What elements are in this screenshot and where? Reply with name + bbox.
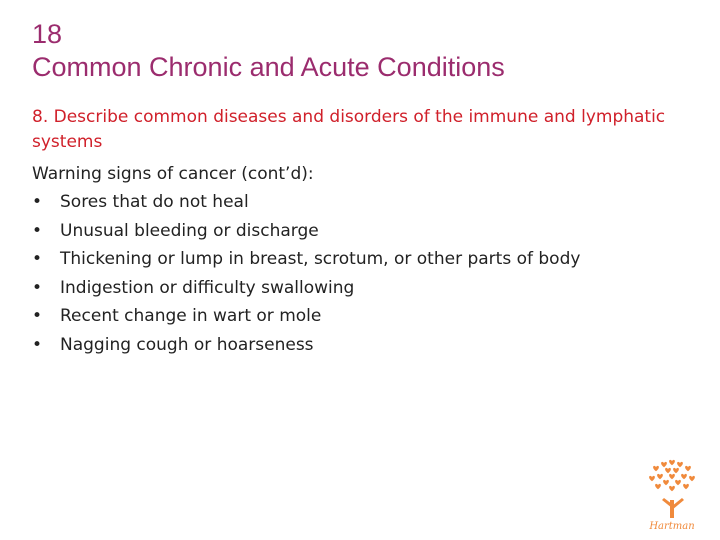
heart-icon [661, 462, 667, 467]
bullet-text: Sores that do not heal [60, 192, 249, 212]
bullet-text: Recent change in wart or mole [60, 306, 322, 327]
bullet-icon: • [32, 220, 43, 241]
bullet-icon: • [32, 277, 43, 298]
hartman-logo [636, 456, 708, 532]
heart-icon [649, 476, 655, 481]
list-item [32, 331, 712, 360]
heart-icon [653, 466, 659, 471]
heart-icon [669, 486, 675, 491]
heart-icon [683, 484, 689, 489]
bullet-icon: • [32, 192, 43, 212]
bullet-icon: • [32, 334, 43, 355]
heart-icon [673, 468, 679, 473]
list-item [32, 245, 712, 274]
list-item [32, 188, 712, 217]
logo-text: Hartman [649, 521, 695, 532]
chapter-number: 18 [32, 19, 63, 49]
heart-icon [681, 474, 687, 479]
bullet-text: Nagging cough or hoarseness [60, 334, 314, 355]
bullet-icon: • [32, 249, 43, 270]
bullet-text: Unusual bleeding or discharge [60, 220, 319, 241]
heart-icon [665, 468, 671, 473]
bullet-icon: • [32, 306, 43, 327]
heart-icon [669, 460, 675, 465]
bullet-text: Thickening or lump in breast, scrotum, or other parts of body [60, 249, 581, 270]
heart-icon [677, 462, 683, 467]
list-item [32, 217, 712, 246]
heart-icon [657, 474, 663, 479]
heart-icon [689, 476, 695, 481]
heart-icon [655, 484, 661, 489]
heart-icon [675, 480, 681, 485]
section-intro: Warning signs of cancer (cont’d): [32, 164, 314, 184]
list-item [32, 274, 712, 303]
list-item [32, 302, 712, 331]
learning-objective: 8. Describe common diseases and disorders of the immune and lymphatic systems [32, 107, 666, 152]
heart-tree-icon [649, 460, 695, 518]
heart-icon [685, 466, 691, 471]
chapter-title: Common Chronic and Acute Conditions [32, 52, 505, 82]
heart-icon [669, 474, 675, 479]
bullet-list [32, 188, 712, 360]
bullet-text: Indigestion or difficulty swallowing [60, 277, 355, 298]
slide-title [32, 18, 505, 84]
heart-icon [663, 480, 669, 485]
